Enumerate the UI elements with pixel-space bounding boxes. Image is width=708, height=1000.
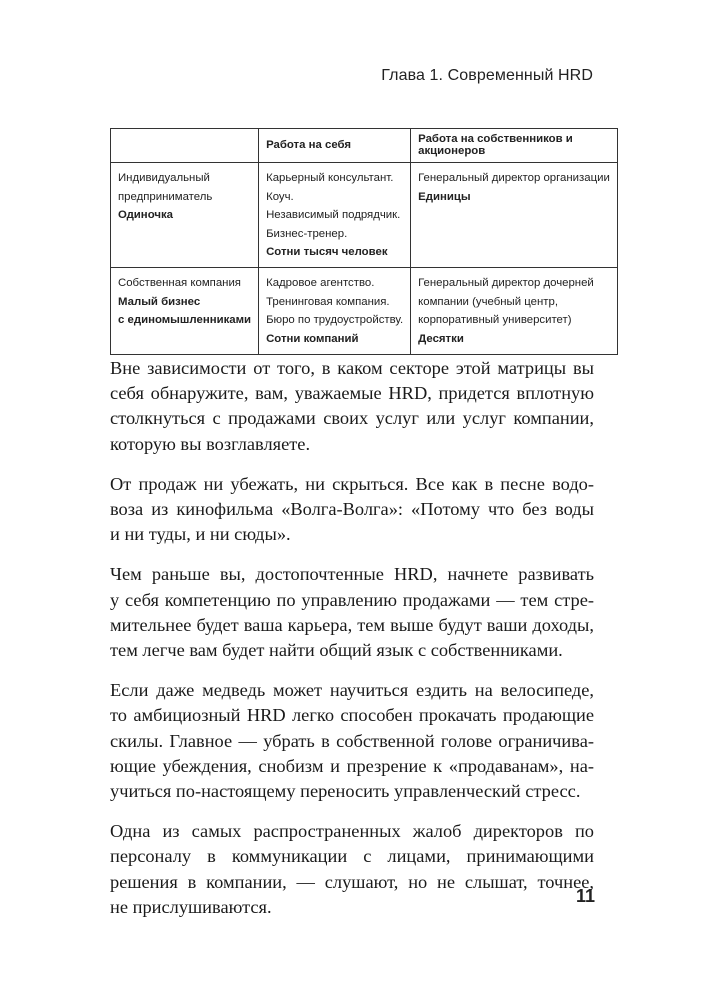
cell-text: Индивидуальный xyxy=(118,172,210,184)
text-line: мительнее будет ваша карьера, тем выше будут ваши доходы, xyxy=(110,614,594,635)
table-header-row xyxy=(111,129,618,163)
table-row xyxy=(111,268,618,355)
text-line: Вне зависимости от того, в каком секторе этой матрицы вы xyxy=(110,358,594,378)
header-cell-owners: Работа на собственников и акционеров xyxy=(411,129,618,163)
text-line: столкнуться с продажами своих услуг или услуг компании, xyxy=(110,408,594,429)
text-line: учиться по-настоящему переносить управленческий стресс. xyxy=(110,781,581,802)
paragraph xyxy=(110,819,594,920)
text-line: От продаж ни убежать, ни скрыться. Все как в песне водо- xyxy=(110,473,594,494)
career-matrix-table xyxy=(110,128,618,355)
cell-text: компании (учебный центр, xyxy=(418,295,558,308)
text-line: которую вы возглавляете. xyxy=(110,433,311,454)
paragraph xyxy=(110,356,594,457)
paragraph xyxy=(110,472,594,548)
text-line: и ни туды, и ни сюды». xyxy=(110,524,291,545)
table-cell xyxy=(259,163,411,268)
header-cell-self: Работа на себя xyxy=(259,129,411,163)
cell-text: Генеральный директор дочерней xyxy=(418,277,594,289)
cell-bold-text: с единомышленниками xyxy=(118,314,252,326)
text-line: не прислушиваются. xyxy=(110,896,272,917)
cell-bold-text: Сотни тысяч человек xyxy=(266,246,388,258)
running-head: Глава 1. Современный HRD xyxy=(381,67,593,84)
cell-bold-text: Малый бизнес xyxy=(118,295,201,308)
text-line: скилы. Главное — убрать в собственной голове ограничива- xyxy=(110,730,594,751)
paragraph xyxy=(110,678,594,804)
text-line: персоналу в коммуникации с лицами, принимающими xyxy=(110,846,594,867)
cell-text: Бизнес-тренер. xyxy=(266,227,348,240)
cell-bold-text: Единицы xyxy=(418,190,471,203)
table-row xyxy=(111,163,618,268)
cell-text: Генеральный директор организации xyxy=(418,172,610,184)
text-line: тем легче вам будет найти общий язык с собственниками. xyxy=(110,640,563,661)
table-cell xyxy=(259,268,411,355)
cell-text: Бюро по трудоустройству. xyxy=(266,314,404,326)
cell-text: Независимый подрядчик. xyxy=(266,209,401,221)
table-cell xyxy=(111,268,259,355)
body-text xyxy=(110,356,594,935)
table-cell xyxy=(411,163,618,268)
paragraph xyxy=(110,562,594,663)
cell-text: Собственная компания xyxy=(118,277,241,289)
text-line: Если даже медведь может научиться ездить на велосипеде, xyxy=(110,680,594,701)
text-line: Чем раньше вы, достопочтенные HRD, начнете развивать xyxy=(110,564,594,585)
page-number: 11 xyxy=(575,886,595,906)
text-line: воза из кинофильма «Волга-Волга»: «Потому что без воды xyxy=(110,499,594,520)
table-cell xyxy=(111,163,259,268)
cell-text: Кадровое агентство. xyxy=(266,277,375,289)
text-line: ющие убеждения, снобизм и презрение к «продаванам», на- xyxy=(110,755,594,776)
cell-bold-text: Сотни компаний xyxy=(266,332,359,345)
cell-text: Карьерный консультант. xyxy=(266,172,394,184)
cell-text: Тренинговая компания. xyxy=(266,295,390,308)
cell-bold-text: Десятки xyxy=(418,332,464,345)
table-cell xyxy=(411,268,618,355)
text-line: Одна из самых распространенных жалоб директоров по xyxy=(110,821,594,842)
text-line: у себя компетенцию по управлению продажами — тем стре- xyxy=(110,589,594,610)
text-line: то амбициозный HRD легко способен прокачать продающие xyxy=(110,705,594,726)
cell-bold-text: Одиночка xyxy=(118,209,174,221)
cell-text: предприниматель xyxy=(118,190,213,203)
text-line: себя обнаружите, вам, уважаемые HRD, придется вплотную xyxy=(110,383,594,404)
cell-text: корпоративный университет) xyxy=(418,314,572,326)
header-cell-empty xyxy=(111,129,259,163)
cell-text: Коуч. xyxy=(266,190,294,203)
text-line: решения в компании, — слушают, но не слышат, точнее, xyxy=(110,871,594,892)
